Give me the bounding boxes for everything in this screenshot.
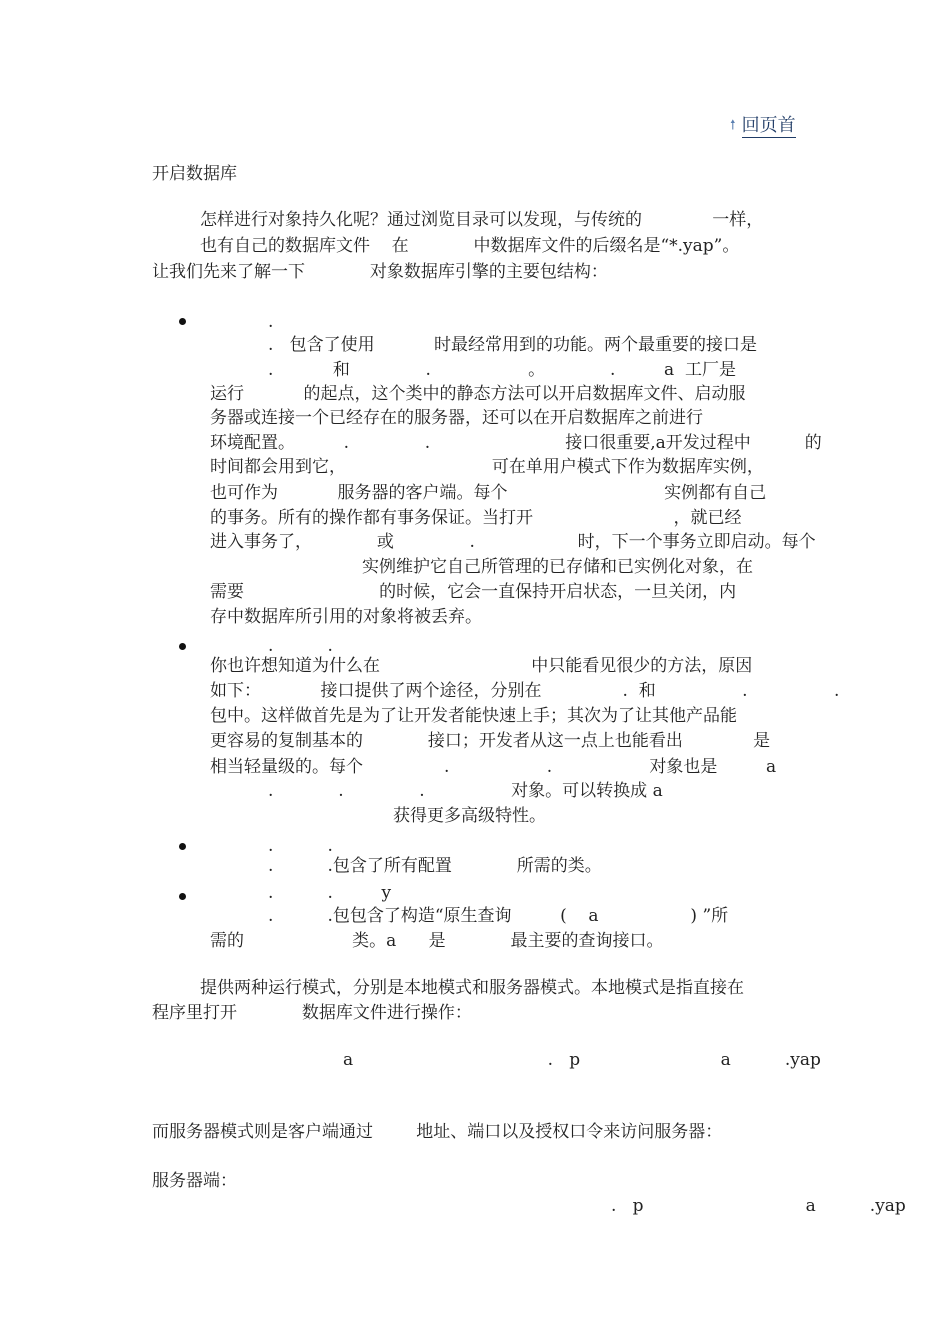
list-item-text-line: 实例维护它自己所管理的已存储和已实例化对象，在 <box>362 557 753 577</box>
arrow-up-icon: 🠕 <box>730 118 736 133</box>
code-line-local: a . p a .yap <box>343 1050 821 1070</box>
bullet-icon <box>179 893 186 900</box>
list-item-text-line: 运行 的起点，这个类中的静态方法可以开启数据库文件、启动服 <box>210 384 746 404</box>
server-mode-text: 而服务器模式则是客户端通过 地址、端口以及授权口令来访问服务器： <box>152 1122 723 1142</box>
list-item-text-line: . .包含了所有配置 所需的类。 <box>268 856 602 876</box>
list-item-text-line: 需要 的时候，它会一直保持开启状态，一旦关闭，内 <box>210 582 737 602</box>
list-item-text-line: 相当轻量级的。每个 . . 对象也是 a <box>210 757 777 777</box>
section-heading: 开启数据库 <box>152 164 237 184</box>
list-item-text-line: 你也许想知道为什么在 中只能看见很少的方法，原因 <box>210 656 753 676</box>
list-item-text-line: . . <box>268 636 333 656</box>
list-item-text-line: . 和 . 。 . a 工厂是 <box>268 360 736 380</box>
list-item-text-line: . . <box>268 836 333 856</box>
bullet-icon <box>179 843 186 850</box>
modes-text-line: 程序里打开 数据库文件进行操作： <box>152 1003 472 1023</box>
list-item-text-line: 需的 类。a 是 最主要的查询接口。 <box>210 931 664 951</box>
list-item-text-line: 环境配置。 . . 接口很重要,a开发过程中 的 <box>210 433 822 453</box>
list-item-text-line: 时间都会用到它， 可在单用户模式下作为数据库实例， <box>210 457 764 477</box>
back-to-top-link[interactable] <box>730 114 796 138</box>
list-item-text-line: 也可作为 服务器的客户端。每个 实例都有自己 <box>210 483 767 503</box>
list-item-text-line: . 包含了使用 时最经常用到的功能。两个最重要的接口是 <box>268 335 758 355</box>
list-item-text-line: 的事务。所有的操作都有事务保证。当打开 ，就已经 <box>210 508 742 528</box>
bullet-icon <box>179 643 186 650</box>
intro-text-line: 怎样进行对象持久化呢？通过浏览目录可以发现，与传统的 一样， <box>200 210 764 230</box>
code-line-server: . p a .yap <box>611 1196 906 1216</box>
list-item-text-line: 更容易的复制基本的 接口；开发者从这一点上也能看出 是 <box>210 731 771 751</box>
intro-text-line: 也有自己的数据库文件 在 中数据库文件的后缀名是“*.yap”。 <box>200 236 740 256</box>
list-item-text-line: 如下： 接口提供了两个途径，分别在 . 和 . . <box>210 681 840 701</box>
list-item-text-line: 存中数据库所引用的对象将被丢弃。 <box>210 607 482 627</box>
list-item-text-line: . .包包含了构造“原生查询 ( a ) ”所 <box>268 906 729 926</box>
modes-text-line: 提供两种运行模式，分别是本地模式和服务器模式。本地模式是指直接在 <box>200 978 744 998</box>
list-item-text-line: 包中。这样做首先是为了让开发者能快速上手；其次为了让其他产品能 <box>210 706 737 726</box>
list-item-text-line: 务器或连接一个已经存在的服务器，还可以在开启数据库之前进行 <box>210 408 703 428</box>
back-to-top-label: 回页首 <box>741 115 796 136</box>
list-item-text-line: 获得更多高级特性。 <box>393 806 546 826</box>
intro-text-line: 让我们先来了解一下 对象数据库引擎的主要包结构： <box>152 262 608 282</box>
list-item-text-line: . <box>268 312 274 332</box>
list-item-text-line: . . y <box>268 883 392 903</box>
list-item-text-line: 进入事务了， 或 . 时，下一个事务立即启动。每个 <box>210 532 816 552</box>
bullet-icon <box>179 318 186 325</box>
list-item-text-line: . . . 对象。可以转换成 a <box>268 781 663 801</box>
server-label: 服务器端： <box>152 1171 237 1191</box>
